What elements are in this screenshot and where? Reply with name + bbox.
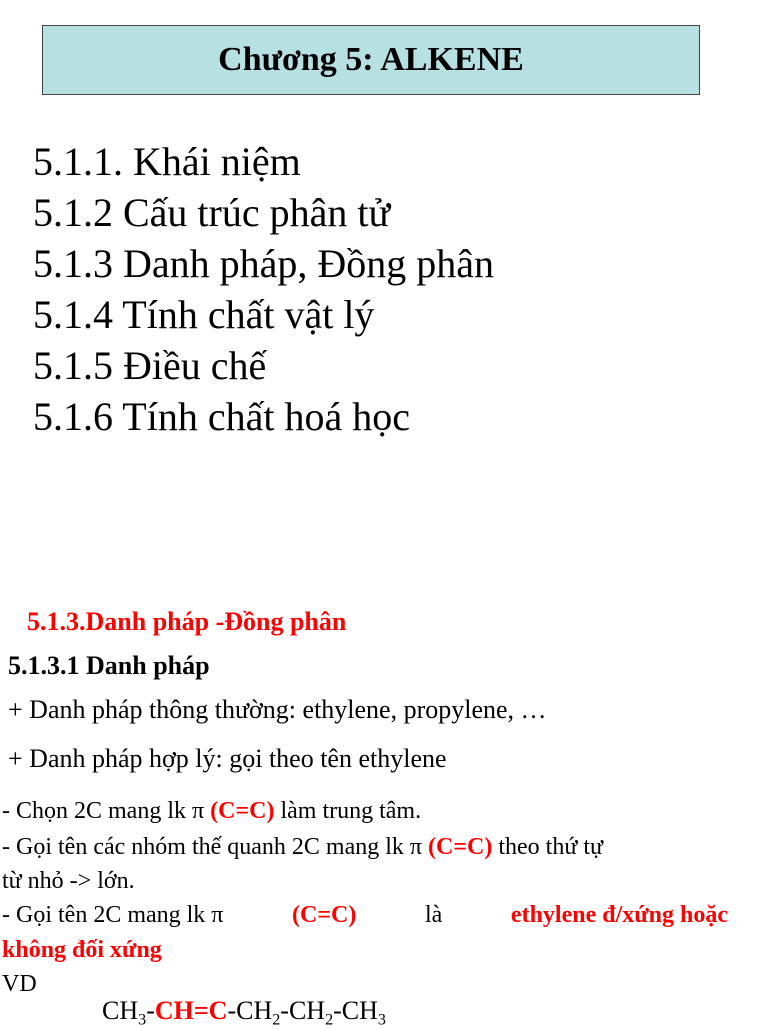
section-heading: 5.1.3.Danh pháp -Đồng phân xyxy=(27,607,347,636)
formula-subscript: 3 xyxy=(377,1011,386,1029)
table-of-contents xyxy=(33,136,494,442)
step-2-bond: (C=C) xyxy=(428,834,493,860)
toc-item-1: 5.1.1. Khái niệm xyxy=(33,139,301,184)
formula-subscript: 2 xyxy=(272,1011,281,1029)
step-1-text: - Chọn 2C mang lk π xyxy=(2,798,211,824)
formula-subscript: 2 xyxy=(325,1011,334,1029)
toc-item-5: 5.1.5 Điều chế xyxy=(33,343,267,388)
step-1-text-end: làm trung tâm. xyxy=(274,798,422,824)
bullet-rational-nomenclature: + Danh pháp hợp lý: gọi theo tên ethylene xyxy=(8,744,447,773)
step-3-text: - Gọi tên 2C mang lk π xyxy=(2,902,224,928)
toc-item-2: 5.1.2 Cấu trúc phân tử xyxy=(33,190,391,235)
subsection-heading: 5.1.3.1 Danh pháp xyxy=(8,651,210,680)
example-label: VD xyxy=(2,971,37,997)
step-3-ethylene-type: ethylene đ/xứng hoặc xyxy=(510,902,728,928)
bullet-common-nomenclature: + Danh pháp thông thường: ethylene, propylene, … xyxy=(8,695,547,724)
step-2-line-2: từ nhỏ -> lớn. xyxy=(2,868,135,894)
chapter-title: Chương 5: ALKENE xyxy=(42,25,700,95)
formula-part: -CH xyxy=(280,996,326,1025)
example-formula xyxy=(102,996,386,1029)
step-2 xyxy=(2,834,603,861)
toc-item-4: 5.1.4 Tính chất vật lý xyxy=(33,292,375,337)
formula-subscript: 3 xyxy=(138,1011,147,1029)
step-2-text-end: theo thứ tự xyxy=(492,834,604,860)
step-1 xyxy=(2,798,421,825)
formula-part: -CH xyxy=(227,996,273,1025)
step-1-bond: (C=C) xyxy=(210,798,275,824)
step-2-text: - Gọi tên các nhóm thế quanh 2C mang lk π xyxy=(2,834,429,860)
step-3-line-2: không đối xứng xyxy=(2,937,162,963)
formula-part: - xyxy=(146,996,155,1025)
step-3 xyxy=(2,902,728,929)
formula-part: CH xyxy=(102,996,139,1025)
toc-item-3: 5.1.3 Danh pháp, Đồng phân xyxy=(33,241,495,286)
formula-double-bond: CH=C xyxy=(154,996,228,1025)
formula-part: -CH xyxy=(333,996,378,1025)
step-3-text-mid: là xyxy=(424,902,443,928)
toc-item-6: 5.1.6 Tính chất hoá học xyxy=(33,394,410,439)
step-3-bond: (C=C) xyxy=(292,902,357,928)
